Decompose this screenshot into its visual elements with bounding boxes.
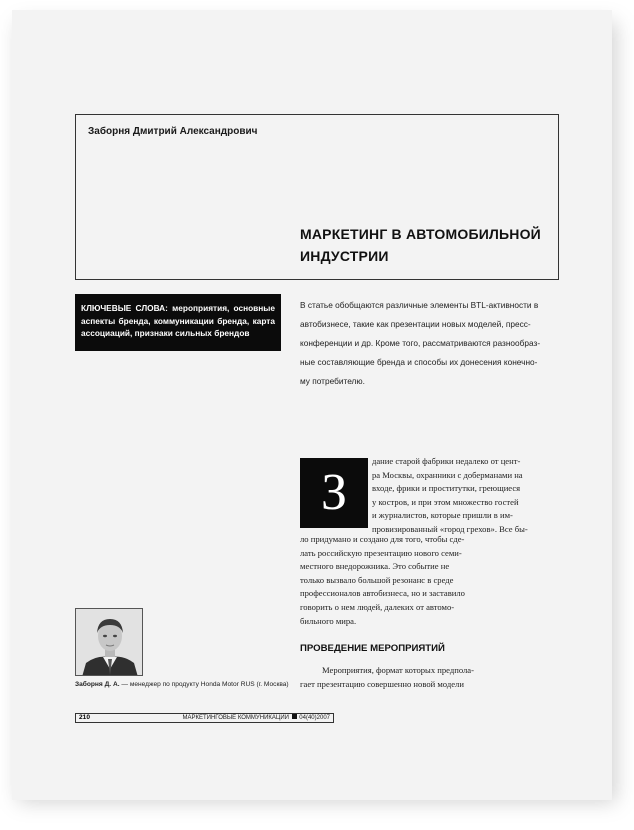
text-line: входе, фрики и проститутки, греющиеся	[372, 483, 521, 494]
text-line: ло придумано и создано для того, чтобы сде-	[300, 534, 465, 544]
author-photo	[75, 608, 143, 676]
abstract-line: конференции и др. Кроме того, рассматриваются разнообраз-	[300, 338, 541, 348]
article-paragraph-intro	[372, 455, 560, 537]
abstract	[300, 296, 560, 391]
text-line: у костров, и при этом множество гостей	[372, 496, 519, 507]
abstract-line: В статье обобщаются различные элементы BTL-активности в	[300, 300, 539, 310]
title-line-1: МАРКЕТИНГ В АВТОМОБИЛЬНОЙ	[300, 226, 541, 242]
text-line: лать российскую презентацию нового семи-	[300, 547, 462, 558]
journal-info	[182, 714, 330, 722]
abstract-line: ные составляющие бренда и способы их донесения конечно-	[300, 357, 538, 367]
caption-role: — менеджер по продукту Honda Motor RUS (г. Москва)	[121, 681, 289, 688]
text-line: бильного мира.	[300, 615, 357, 626]
abstract-line: му потребителю.	[300, 376, 365, 386]
author-portrait-image	[76, 609, 143, 676]
page-number: 210	[79, 714, 91, 721]
text-line: и журналистов, которые пришли в им-	[372, 510, 513, 521]
square-bullet-icon	[292, 714, 297, 719]
section-heading: ПРОВЕДЕНИЕ МЕРОПРИЯТИЙ	[300, 643, 445, 654]
text-line: ра Москвы, охранники с доберманами на	[372, 469, 523, 480]
text-line: местного внедорожника. Это событие не	[300, 561, 450, 572]
text-line: дание старой фабрики недалеко от цент-	[372, 456, 521, 466]
text-line: говорить о нем людей, далеких от автомо-	[300, 601, 455, 612]
keywords-text: мероприятия, основные аспекты бренда, коммуникации бренда, карта ассоциаций, признаки сильных брендов	[81, 303, 275, 338]
article-paragraph-section	[300, 664, 560, 691]
abstract-line: автобизнесе, такие как презентации новых моделей, пресс-	[300, 319, 531, 329]
drop-cap: З	[300, 458, 368, 528]
text-line: только вызвало большой резонанс в среде	[300, 574, 454, 585]
author-name: Заборня Дмитрий Александрович	[88, 126, 258, 137]
keywords-label: КЛЮЧЕВЫЕ СЛОВА:	[81, 303, 168, 313]
article-paragraph-continued	[300, 533, 560, 628]
keywords-box	[75, 294, 281, 351]
text-line: Мероприятия, формат которых предпола-	[322, 665, 474, 675]
journal-issue: 04(40)2007	[299, 715, 330, 721]
page-footer	[75, 713, 334, 723]
journal-name: МАРКЕТИНГОВЫЕ КОММУНИКАЦИИ	[182, 715, 289, 721]
title-line-2: ИНДУСТРИИ	[300, 248, 389, 264]
caption-name: Заборня Д. А.	[75, 681, 120, 688]
article-title	[300, 223, 550, 267]
text-line: профессионалов автобизнеса, но и заставило	[300, 588, 465, 599]
text-line: провизированный «город грехов». Все бы-	[372, 523, 528, 534]
photo-caption	[75, 681, 325, 688]
text-line: гает презентацию совершенно новой модели	[300, 678, 464, 689]
